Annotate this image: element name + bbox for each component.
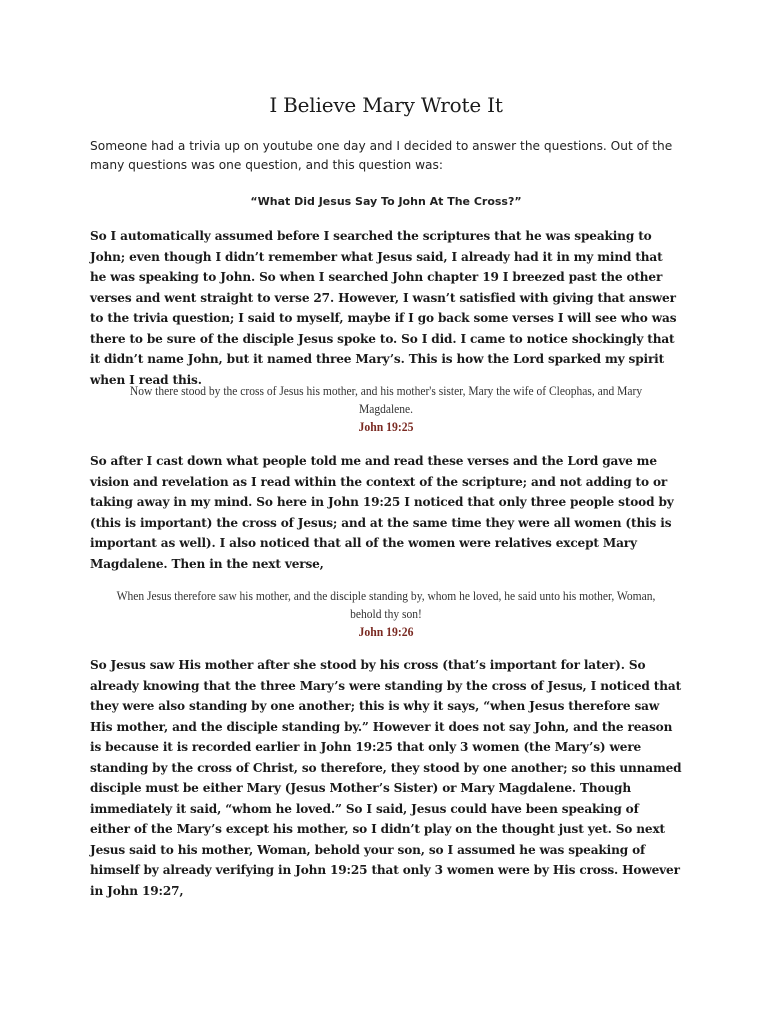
body-paragraph-3: So Jesus saw His mother after she stood by his cross (that’s important for later). So already knowing that the three Mary’s were standing by the cross of Jesus, I noticed that they were also standing by one another; this is why it says, “when Jesus therefore saw His mother, and the disciple standing by.” However it does not say John, and the reason is because it is recorded earlier in John 19:25 that only 3 women (the Mary’s) were standing by the cross of Christ, so therefore, they stood by one another; so this unnamed disciple must be either Mary (Jesus Mother’s Sister) or Mary Magdalene. Though immediately it said, “whom he loved.” So I said, Jesus could have been speaking of either of the Mary’s except his mother, so I didn’t play on the thought just yet. So next Jesus said to his mother, Woman, behold your son, so I assumed he was speaking of himself by already verifying in John 19:25 that only 3 women were by His cross. However in John 19:27, bbox=[90, 658, 682, 898]
scripture-reference: John 19:26 bbox=[358, 625, 414, 639]
scripture-quote-1 bbox=[111, 382, 662, 436]
scripture-quote-text: When Jesus therefore saw his mother, and the disciple standing by, whom he loved, he said unto his mother, Woman, behold thy son! bbox=[116, 589, 656, 621]
body-paragraph-2: So after I cast down what people told me and read these verses and the Lord gave me vision and revelation as I read within the context of the scripture; and not adding to or taking away in my mind. So here in John 19:25 I noticed that only three people stood by (this is important) the cross of Jesus; and at the same time they were all women (this is important as well). I also noticed that all of the women were relatives except Mary Magdalene. Then in the next verse, bbox=[90, 454, 674, 571]
body-paragraph-1: So I automatically assumed before I searched the scriptures that he was speaking to John; even though I didn’t remember what Jesus said, I already had it in my mind that he was speaking to John. So when I searched John chapter 19 I breezed past the other verses and went straight to verse 27. However, I wasn’t satisfied with giving that answer to the trivia question; I said to myself, maybe if I go back some verses I will see who was there to be sure of the disciple Jesus spoke to. So I did. I came to notice shockingly that it didn’t name John, but it named three Mary’s. This is how the Lord sparked my spirit when I read this. bbox=[90, 229, 677, 387]
scripture-reference: John 19:25 bbox=[358, 420, 414, 434]
intro-paragraph: Someone had a trivia up on youtube one day and I decided to answer the questions. Out of the many questions was one question, and this question was: bbox=[90, 139, 673, 172]
trivia-question: “What Did Jesus Say To John At The Cross?” bbox=[250, 195, 522, 208]
scripture-quote-text: Now there stood by the cross of Jesus his mother, and his mother's sister, Mary the wife of Cleophas, and Mary Magdalene. bbox=[129, 384, 643, 416]
document-title: I Believe Mary Wrote It bbox=[269, 93, 503, 117]
scripture-quote-2 bbox=[111, 587, 662, 641]
